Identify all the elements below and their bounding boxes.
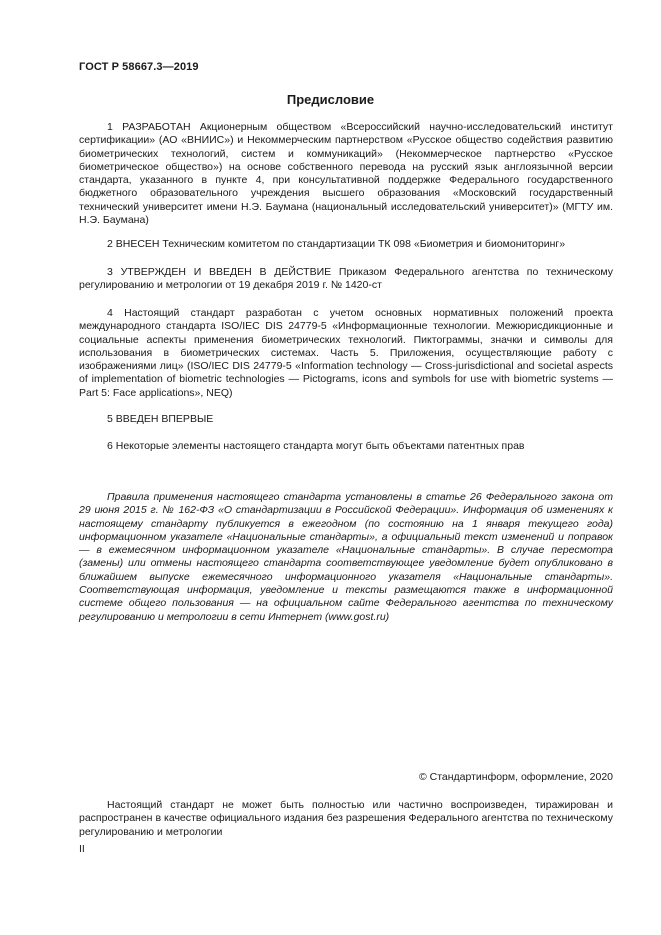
preface-item-basis: 4 Настоящий стандарт разработан с учетом основных нормативных положений проекта международного стандарта ISO/IEC DIS 24779-5 «Информационные технологии. Межюрисдикционные и социальные аспекты применения биометрических технологий. Пиктограммы, значки и символы для использования в биометрических системах. Часть 5. Приложения, осуществляющие работу с изображениями лиц» (ISO/IEC DIS 24779-5 «Information technology — Cross-jurisdictional and societal aspects of implementation of biometric technologies — Pictograms, icons and symbols for use with biometric systems — Part 5: Face applications», NEQ) (79, 307, 613, 399)
application-rules-notice: Правила применения настоящего стандарта установлены в статье 26 Федерального закона от 29 июня 2015 г. № 162-ФЗ «О стандартизации в Российской Федерации». Информация об изменениях к настоящему стандарту публикуется в ежегодном (по состоянию на 1 января текущего года) информационном указателе «Национальные стандарты», а официальный текст изменений и поправок — в ежемесячном информационном указателе «Национальные стандарты». В случае пересмотра (замены) или отмены настоящего стандарта соответствующее уведомление будет опубликовано в ближайшем выпуске ежемесячного информационного указателя «Национальные стандарты». Соответствующая информация, уведомление и тексты размещаются также в информационной системе общего пользования — на официальном сайте Федерального агентства по техническому регулированию и метрологии в сети Интернет (www.gost.ru) (79, 491, 613, 623)
preface-title: Предисловие (286, 92, 375, 107)
preface-item-approved: 3 УТВЕРЖДЕН И ВВЕДЕН В ДЕЙСТВИЕ Приказом Федерального агентства по техническому регулированию и метрологии от 19 декабря 2019 г. № 1420-ст (79, 266, 613, 292)
document-id: ГОСТ Р 58667.3—2019 (79, 61, 199, 73)
preface-item-developed: 1 РАЗРАБОТАН Акционерным обществом «Всероссийский научно-исследовательский институт сертификации» (АО «ВНИИС») и Некоммерческим партнерством «Русское общество содействия развитию биометрических технологий, систем и коммуникаций» (Некоммерческое партнерство «Русское биометрическое общество») на основе собственного перевода на русский язык англоязычной версии стандарта, указанного в пункте 4, при консультативной поддержке Федерального государственного бюджетного образовательного учреждения высшего образования «Московский государственный технический университет имени Н.Э. Баумана (национальный исследовательский университет)» (МГТУ им. Н.Э. Баумана) (79, 121, 613, 227)
preface-item-introduced: 2 ВНЕСЕН Техническим комитетом по стандартизации ТК 098 «Биометрия и биомониторинг» (107, 238, 566, 250)
preface-item-patent-rights: 6 Некоторые элементы настоящего стандарта могут быть объектами патентных прав (107, 440, 525, 452)
reproduction-notice: Настоящий стандарт не может быть полностью или частично воспроизведен, тиражирован и распространен в качестве официального издания без разрешения Федерального агентства по техническому регулированию и метрологии (79, 799, 613, 838)
preface-item-first-introduced: 5 ВВЕДЕН ВПЕРВЫЕ (107, 413, 214, 425)
copyright-notice: © Стандартинформ, оформление, 2020 (418, 771, 613, 783)
page-number: II (79, 843, 85, 855)
